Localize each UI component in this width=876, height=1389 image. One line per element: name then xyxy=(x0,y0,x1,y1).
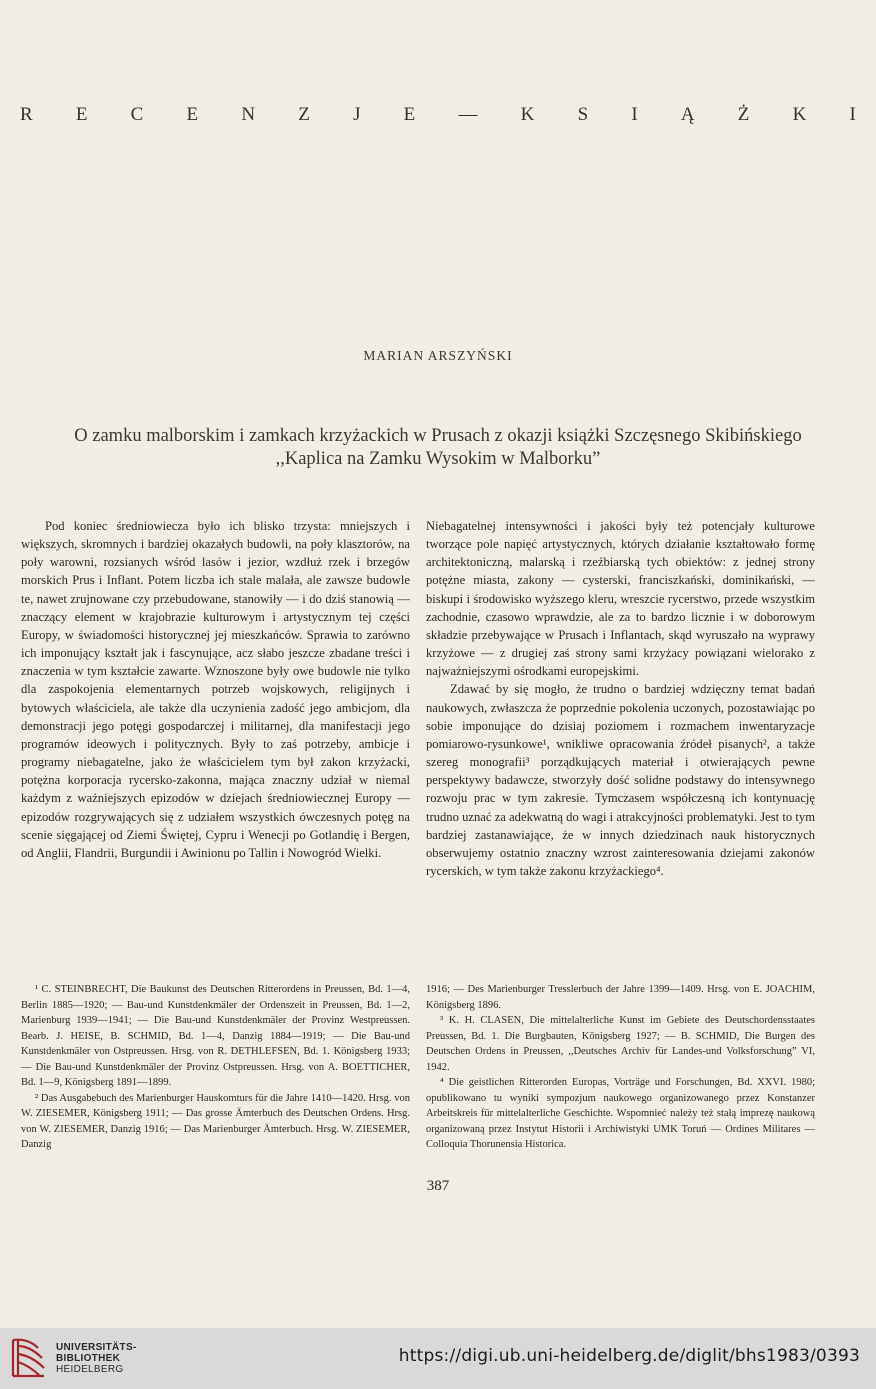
body-column-left xyxy=(21,517,410,862)
body-column-right xyxy=(426,517,815,880)
section-title-letter: E xyxy=(75,104,88,125)
section-title-letter: Ż xyxy=(737,104,750,125)
footnote: ³ K. H. CLASEN, Die mittelalterliche Kunst im Gebiete des Deutschordensstaates Preussen, Bd. 1. Die Burgbauten, Königsberg 1927; — B. SCHMID, Die Burgen des Deutschen Ordens in Preussen, ,,Deutsches Archiv für Landes-und Volksforschung” VI, 1942. xyxy=(426,1015,815,1073)
footnotes-right xyxy=(426,982,815,1153)
section-title-letter: I xyxy=(849,104,856,125)
footnotes-left xyxy=(21,982,410,1153)
paragraph: Zdawać by się mogło, że trudno o bardziej wdzięczny temat badań naukowych, zwłaszcza że poprzednie pokolenia uczonych, pozostawiając po sobie imponujące do dzisiaj poziomem i rozmachem inwentaryzacje pomiarowo-rysunkowe¹, wnikliwe opracowania źródeł pisanych², a także szereg monografii³ porządkujących materiał i otwierających pewne perspektywy badawcze, stworzyły dość solidne podstawy do intensywnego rozwoju prac w tym zakresie. Tymczasem współczesną ich kontynuację trudno uznać za adekwatną do wagi i atrakcyjności problematyki. Jest to tym bardziej zastanawiające, że w innych dziedzinach nauk historycznych obserwujemy ostatnio znaczny wzrost zainteresowania dziejami zakonów rycerskich, w tym także zakonu krzyżackiego⁴. xyxy=(426,682,815,878)
library-name-line-1: UNIVERSITÄTS- xyxy=(56,1342,137,1353)
section-title-letter: S xyxy=(577,104,589,125)
section-title-letter: I xyxy=(631,104,638,125)
page-number: 387 xyxy=(426,1178,450,1194)
paragraph: Niebagatelnej intensywności i jakości były też potencjały kulturowe tworzące pole napięć artystycznych, których działanie kształtowało formę architektoniczną, malarską i rzeźbiarską tych obiektów: z jednej strony potężne miasta, zakony — cysterski, franciszkański, dominikański, — biskupi i środowisko wyższego kleru, wreszcie rycerstwo, przede wszystkim zachodnie, czasowo wprawdzie, ale za to bardzo licznie i w doborowym składzie przebywające w Prusach i Inflantach, skąd wyruszało na wyprawy krzyżowe — z drugiej zaś strony sami krzyżacy powiązani wielorako z najważniejszymi ośrodkami europejskimi. xyxy=(426,519,815,679)
author-name: MARIAN ARSZYŃSKI xyxy=(363,348,513,363)
document-url[interactable]: https://digi.ub.uni-heidelberg.de/diglit/bhs1983/0393 xyxy=(398,1346,860,1366)
section-title-letter: E xyxy=(186,104,199,125)
viewer-footer xyxy=(0,1328,876,1389)
section-title xyxy=(20,104,856,126)
footnote: ⁴ Die geistlichen Ritterorden Europas, Vorträge und Forschungen, Bd. XXVI. 1980; opublikowano tu wyniki sympozjum naukowego organizowanego przez Konstanzer Arbeitskreis für mittelalterliche Geschichte. Wspomnieć należy też stałą imprezę naukową organizowaną przez Instytut Historii i Archiwistyki UMK Toruń — Ordines Militares — Colloquia Thorunensia Historica. xyxy=(426,1077,815,1150)
section-title-letter: K xyxy=(520,104,535,125)
library-name[interactable] xyxy=(56,1342,137,1375)
section-title-letter: E xyxy=(403,104,416,125)
article-title-line-1: O zamku malborskim i zamkach krzyżackich w Prusach z okazji książki Szczęsnego Skibińskiego xyxy=(74,426,802,446)
university-seal-icon xyxy=(8,1336,50,1380)
article-title xyxy=(0,425,876,471)
footnote: 1916; — Des Marienburger Tresslerbuch der Jahre 1399—1409. Hrsg. von E. JOACHIM, Königsberg 1896. xyxy=(426,984,815,1011)
section-title-letter: J xyxy=(353,104,361,125)
section-title-letter: K xyxy=(792,104,807,125)
library-name-line-2: BIBLIOTHEK xyxy=(56,1353,121,1364)
library-name-line-3: HEIDELBERG xyxy=(56,1364,124,1375)
section-title-letter: — xyxy=(458,104,478,125)
section-title-letter: C xyxy=(130,104,144,125)
section-title-letter: Ą xyxy=(680,104,695,125)
paragraph: Pod koniec średniowiecza było ich blisko trzysta: mniejszych i większych, skromnych i bardziej okazałych budowli, na poły klasztorów, na poły warowni, rozsianych wśród lasów i jezior, wzdłuż rzek i brzegów morskich Prus i Inflant. Potem liczba ich stale malała, ale zawsze budowle te, nawet zrujnowane czy przebudowane, stanowiły — i do dziś stanowią — znaczący element w krajobrazie kulturowym i artystycznym tej części Europy, w świadomości historycznej jej mieszkańców. Sprawia to zarówno ich imponujący kształt jak i fascynujące, acz słabo jeszcze zbadane treści i znaczenia w tym kształcie zawarte. Wznoszone były owe budowle nie tylko dla zaspokojenia elementarnych potrzeb wojskowych, religijnych i bytowych właściciela, ale także dla uczynienia zadość jego ambicjom, dla demonstracji jego potęgi gospodarczej i militarnej, dla manifestacji jego programów ideowych i politycznych. Były to zaś potrzeby, ambicje i programy niebagatelne, jako że właścicielem tym był zakon krzyżacki, potężna korporacja rycersko-zakonna, mająca znaczny udział w niemal każdym z ważniejszych epizodów w dziejach średniowiecznej Europy — epizodów rozgrywających się z udziałem wszystkich ówczesnych potęg na scenie sięgającej od Ziemi Świętej, Cypru i Wenecji po Gotlandię i Bergen, od Anglii, Flandrii, Burgundii i Awinionu po Tallin i Nowogród Wielki. xyxy=(21,519,410,860)
article-title-line-2: ,,Kaplica na Zamku Wysokim w Malborku” xyxy=(275,449,601,469)
section-title-letter: N xyxy=(241,104,256,125)
section-title-letter: R xyxy=(20,104,33,125)
footnote: ² Das Ausgabebuch des Marienburger Hauskomturs für die Jahre 1410—1420. Hrsg. von W. ZIESEMER, Königsberg 1911; — Das grosse Ämterbuch des Deutschen Ordens. Hrsg. von W. ZIESEMER, Danzig 1916; — Das Marienburger Ämterbuch. Hrsg. W. ZIESEMER, Danzig xyxy=(21,1092,410,1150)
footnote: ¹ C. STEINBRECHT, Die Baukunst des Deutschen Ritterordens in Preussen, Bd. 1—4, Berlin 1885—1920; — Bau-und Kunstdenkmäler der Ordenszeit in Preussen, Bd. 1—2, Marienburg 1939—1941; — Die Bau-und Kunstdenkmäler der Provinz Westpreussen. Bearb. J. HEISE, B. SCHMID, Bd. 1—4, Danzig 1884—1919; — Die Bau-und Kunstdenkmäler von Ostpreussen. Hrsg. von R. DETHLEFSEN, Bd. 1. Königsberg 1933; — Die Bau-und Kunstdenkmäler der Provinz Ostpreussen. Hrsg. von A. BOETTICHER, Bd. 1—9, Königsberg 1891—1899. xyxy=(21,984,410,1088)
section-title-letter: Z xyxy=(298,104,310,125)
